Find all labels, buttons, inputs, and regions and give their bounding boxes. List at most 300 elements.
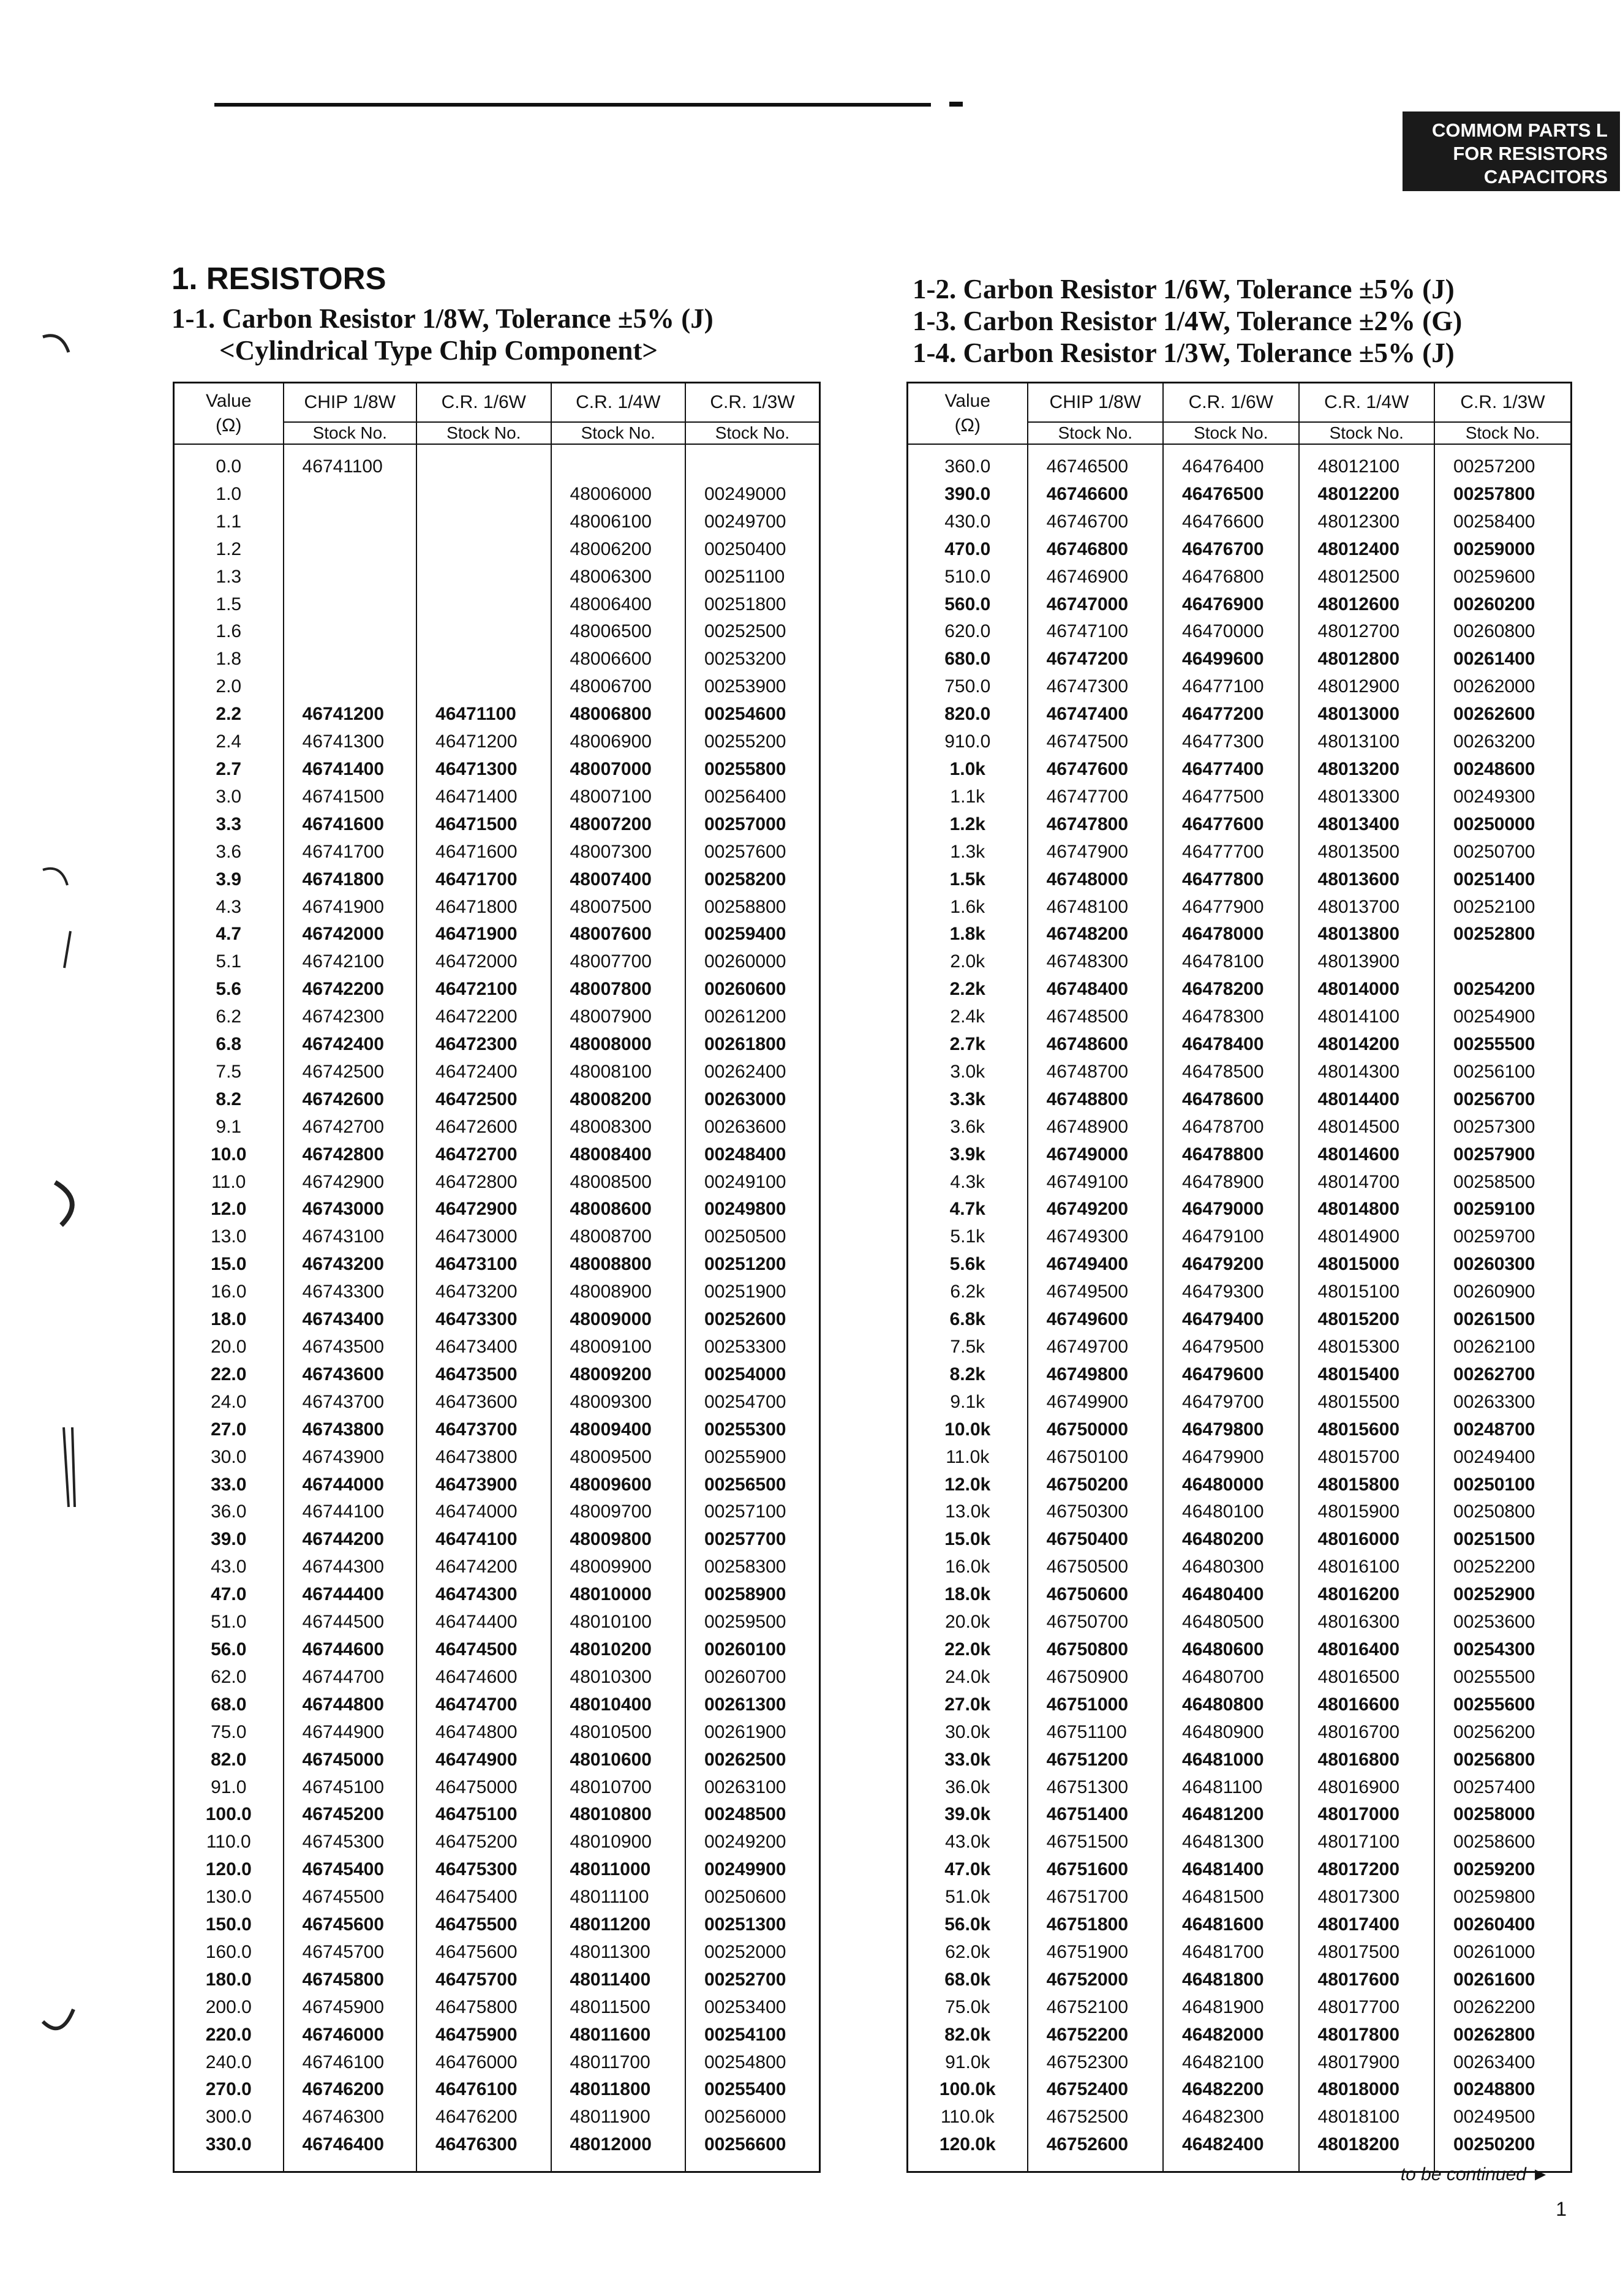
stock-number [416,508,551,536]
stock-number: 00252200 [1434,1554,1571,1581]
stock-number: 46750500 [1028,1554,1163,1581]
resistance-value: 5.1k [908,1223,1028,1251]
stock-number: 46750800 [1028,1636,1163,1664]
table-row [174,1031,820,1059]
stock-number: 46480200 [1163,1526,1298,1554]
table-row [908,1664,1572,1691]
stock-number: 00256000 [685,2104,820,2131]
stock-number: 46476100 [416,2076,551,2104]
resistance-value: 1.6k [908,894,1028,921]
stock-number: 00263600 [685,1114,820,1141]
col-chip-18w: CHIP 1/8W [1028,383,1163,423]
table-row [908,976,1572,1003]
stock-number: 48011300 [551,1939,685,1966]
stock-number: 46475700 [416,1966,551,1994]
resistance-value: 220.0 [174,2022,284,2049]
table-row [174,1829,820,1856]
table-row [174,784,820,811]
stock-number: 00251900 [685,1278,820,1306]
stock-number: 48011900 [551,2104,685,2131]
stock-number: 46479000 [1163,1196,1298,1223]
stock-number: 46473300 [416,1306,551,1334]
table-row [174,1581,820,1609]
stock-number: 46750700 [1028,1609,1163,1636]
stock-number: 46473200 [416,1278,551,1306]
table-row [908,1747,1572,1774]
stock-number: 00255200 [685,728,820,756]
stock-number: 48009600 [551,1471,685,1499]
stock-number: 00257900 [1434,1141,1571,1169]
table-row [174,1251,820,1278]
table-row [174,1884,820,1911]
stock-number: 48016900 [1299,1774,1434,1802]
stock-number: 00250600 [685,1884,820,1911]
resistance-value: 33.0k [908,1747,1028,1774]
table-row [174,1994,820,2022]
table-row [174,591,820,619]
stock-number: 48016800 [1299,1747,1434,1774]
table-row [174,894,820,921]
stock-number: 46745800 [284,1966,417,1994]
stock-number: 46745700 [284,1939,417,1966]
table-row [174,976,820,1003]
stock-number: 46743700 [284,1389,417,1416]
resistance-value: 3.9 [174,866,284,894]
stock-number: 00256100 [1434,1059,1571,1086]
stock-number: 46471400 [416,784,551,811]
stock-number: 48008900 [551,1278,685,1306]
stock-number: 46745600 [284,1911,417,1939]
table-row [908,1691,1572,1719]
resistance-value: 9.1k [908,1389,1028,1416]
table-row [174,2022,820,2049]
stock-number: 48007400 [551,866,685,894]
stock-number: 00259800 [1434,1884,1571,1911]
stock-number: 46744600 [284,1636,417,1664]
stock-number: 00255600 [1434,1691,1571,1719]
binding-marks [37,319,92,2095]
stock-number: 48016300 [1299,1609,1434,1636]
stock-number: 48012400 [1299,536,1434,564]
stock-number: 46746600 [1028,481,1163,508]
stock-number: 00248700 [1434,1416,1571,1444]
stock-number: 48015800 [1299,1471,1434,1499]
stock-number [416,444,551,481]
stock-number: 00260900 [1434,1278,1571,1306]
stock-number: 00251800 [685,591,820,619]
stock-number: 48011500 [551,1994,685,2022]
stock-number: 46742400 [284,1031,417,1059]
resistance-value: 56.0k [908,1911,1028,1939]
stock-number: 46474800 [416,1719,551,1747]
stock-number: 46752400 [1028,2076,1163,2104]
stock-number: 48013500 [1299,839,1434,866]
stock-number: 46473500 [416,1361,551,1389]
stock-number: 46742800 [284,1141,417,1169]
stock-number: 46747500 [1028,728,1163,756]
stock-number: 46477700 [1163,839,1298,866]
stock-number: 46752000 [1028,1966,1163,1994]
stock-number: 46474300 [416,1581,551,1609]
stock-number: 46745200 [284,1801,417,1829]
stock-number [284,673,417,701]
stock-number: 46741200 [284,701,417,728]
stock-number: 00252100 [1434,894,1571,921]
stock-number: 48006700 [551,673,685,701]
stock-number: 46750900 [1028,1664,1163,1691]
stock-number: 48017500 [1299,1939,1434,1966]
stock-number: 00258600 [1434,1829,1571,1856]
stock-number: 46474400 [416,1609,551,1636]
stock-number: 00261200 [685,1003,820,1031]
stock-number: 00261900 [685,1719,820,1747]
resistance-value: 2.7 [174,756,284,784]
stock-number: 48008400 [551,1141,685,1169]
stock-number: 48015100 [1299,1278,1434,1306]
stock-number: 46482100 [1163,2049,1298,2077]
stock-number: 46748700 [1028,1059,1163,1086]
stock-number: 46741100 [284,444,417,481]
resistance-value: 560.0 [908,591,1028,619]
stock-number: 48011000 [551,1856,685,1884]
stock-number: 00254600 [685,701,820,728]
stock-number: 48014400 [1299,1086,1434,1114]
stock-number: 00254100 [685,2022,820,2049]
stock-number: 48018000 [1299,2076,1434,2104]
table-row [174,1966,820,1994]
stock-number: 48009900 [551,1554,685,1581]
resistance-value: 6.2k [908,1278,1028,1306]
table-row [174,728,820,756]
resistance-value: 510.0 [908,564,1028,591]
stock-number: 46744500 [284,1609,417,1636]
stock-number: 46747300 [1028,673,1163,701]
stock-number: 00248400 [685,1141,820,1169]
table-row [174,564,820,591]
resistance-value: 3.6k [908,1114,1028,1141]
stock-number: 46743200 [284,1251,417,1278]
stock-number: 00259000 [1434,536,1571,564]
resistance-value: 130.0 [174,1884,284,1911]
stock-number: 46741400 [284,756,417,784]
stock-number: 46475600 [416,1939,551,1966]
resistance-value: 33.0 [174,1471,284,1499]
stock-number: 48012900 [1299,673,1434,701]
stock-number: 46742700 [284,1114,417,1141]
table-row [174,1361,820,1389]
stock-number [416,618,551,646]
stock-number: 00249200 [685,1829,820,1856]
table-row [174,618,820,646]
stock-number: 46744800 [284,1691,417,1719]
stock-number: 00249400 [1434,1444,1571,1471]
resistance-value: 180.0 [174,1966,284,1994]
stock-number: 48006800 [551,701,685,728]
stock-number: 00255400 [685,2076,820,2104]
stock-number: 46751500 [1028,1829,1163,1856]
resistance-value: 1.1k [908,784,1028,811]
stock-number: 46479600 [1163,1361,1298,1389]
table-row [908,2022,1572,2049]
table-row [908,948,1572,976]
stock-number: 48013900 [1299,948,1434,976]
stock-number: 46476800 [1163,564,1298,591]
stock-header: Stock No. [284,422,417,444]
table-row [908,2049,1572,2077]
stock-number: 00260200 [1434,591,1571,619]
stock-number: 00252900 [1434,1581,1571,1609]
stock-number: 46752600 [1028,2131,1163,2172]
stock-header: Stock No. [1028,422,1163,444]
stock-number: 00250200 [1434,2131,1571,2172]
stock-number: 46473800 [416,1444,551,1471]
resistance-value: 30.0 [174,1444,284,1471]
resistance-value: 12.0k [908,1471,1028,1499]
stock-number: 48014700 [1299,1169,1434,1196]
table-row [908,1196,1572,1223]
stock-number: 46475800 [416,1994,551,2022]
resistance-value: 10.0k [908,1416,1028,1444]
resistance-value: 56.0 [174,1636,284,1664]
stock-number: 46748100 [1028,894,1163,921]
table-row [174,2049,820,2077]
stock-number: 46473400 [416,1334,551,1361]
stock-number: 48014600 [1299,1141,1434,1169]
stock-number: 00255500 [1434,1664,1571,1691]
table-row [908,1801,1572,1829]
stock-number: 46742000 [284,921,417,948]
stock-number: 48007200 [551,811,685,839]
table-row [174,481,820,508]
stock-number: 46481600 [1163,1911,1298,1939]
table-row [908,1278,1572,1306]
stock-number: 48016200 [1299,1581,1434,1609]
resistance-value: 4.7k [908,1196,1028,1223]
resistance-value: 24.0 [174,1389,284,1416]
table-row [908,1994,1572,2022]
resistance-value: 13.0 [174,1223,284,1251]
page-number: 1 [1556,2198,1567,2220]
stock-number: 48009500 [551,1444,685,1471]
stock-number: 00258000 [1434,1801,1571,1829]
top-rule-dash [949,102,963,107]
stock-number: 00259600 [1434,564,1571,591]
resistance-value: 1.8k [908,921,1028,948]
resistance-value: 910.0 [908,728,1028,756]
resistance-value: 110.0k [908,2104,1028,2131]
stock-number: 48012000 [551,2131,685,2172]
table-row [908,1609,1572,1636]
section-title: 1. RESISTORS [171,261,386,296]
table-row [174,673,820,701]
table-row [908,1114,1572,1141]
resistance-value: 1.3k [908,839,1028,866]
stock-number: 46746400 [284,2131,417,2172]
stock-number: 46471800 [416,894,551,921]
resistance-value: 10.0 [174,1141,284,1169]
stock-number: 48011400 [551,1966,685,1994]
stock-number: 00254700 [685,1389,820,1416]
stock-number: 00252800 [1434,921,1571,948]
stock-number: 48011200 [551,1911,685,1939]
stock-number: 46741800 [284,866,417,894]
stock-number: 00261500 [1434,1306,1571,1334]
table-row [908,2076,1572,2104]
stock-number: 00262600 [1434,701,1571,728]
stock-number: 46480300 [1163,1554,1298,1581]
table-row [908,673,1572,701]
table-row [908,784,1572,811]
table-row [908,1389,1572,1416]
table-row [908,1829,1572,1856]
left-subtitle-1: 1-1. Carbon Resistor 1/8W, Tolerance ±5% (J) [171,303,714,334]
stock-number: 46751700 [1028,1884,1163,1911]
stock-number: 46746500 [1028,444,1163,481]
stock-number: 00251400 [1434,866,1571,894]
resistance-value: 39.0 [174,1526,284,1554]
resistance-value: 91.0k [908,2049,1028,2077]
resistance-value: 3.9k [908,1141,1028,1169]
stock-number: 48017200 [1299,1856,1434,1884]
resistance-value: 20.0k [908,1609,1028,1636]
stock-number: 48006900 [551,728,685,756]
resistance-value: 51.0 [174,1609,284,1636]
top-rule [214,103,931,107]
stock-number: 46474000 [416,1498,551,1526]
table-row [908,1361,1572,1389]
stock-number: 00263300 [1434,1389,1571,1416]
stock-number: 48013400 [1299,811,1434,839]
resistance-value: 0.0 [174,444,284,481]
header-line-2: FOR RESISTORS [1453,143,1608,164]
stock-number: 46747000 [1028,591,1163,619]
stock-number: 46743300 [284,1278,417,1306]
right-table-body [908,444,1572,2172]
stock-number: 46477800 [1163,866,1298,894]
stock-number: 00249800 [685,1196,820,1223]
table-row [908,564,1572,591]
stock-number: 00251500 [1434,1526,1571,1554]
resistor-table-left [173,382,821,2173]
stock-number: 46472500 [416,1086,551,1114]
stock-number: 00262800 [1434,2022,1571,2049]
table-row [174,1278,820,1306]
resistance-value: 120.0 [174,1856,284,1884]
stock-number: 46474100 [416,1526,551,1554]
table-row [174,1939,820,1966]
stock-header: Stock No. [1163,422,1298,444]
stock-number: 48007100 [551,784,685,811]
stock-number: 46741900 [284,894,417,921]
stock-number: 00248500 [685,1801,820,1829]
stock-number: 00256400 [685,784,820,811]
stock-number [284,564,417,591]
stock-number: 46743400 [284,1306,417,1334]
stock-number: 48014500 [1299,1114,1434,1141]
stock-number: 46481700 [1163,1939,1298,1966]
table-row [908,1911,1572,1939]
resistance-value: 82.0k [908,2022,1028,2049]
table-row [908,2104,1572,2131]
stock-number: 00249700 [685,508,820,536]
table-row [908,866,1572,894]
stock-number: 46480500 [1163,1609,1298,1636]
resistance-value: 300.0 [174,2104,284,2131]
stock-number: 48012500 [1299,564,1434,591]
stock-number: 46474900 [416,1747,551,1774]
stock-number: 46748900 [1028,1114,1163,1141]
stock-number: 46744700 [284,1664,417,1691]
resistance-value: 100.0 [174,1801,284,1829]
stock-number: 48015400 [1299,1361,1434,1389]
stock-number: 46749800 [1028,1361,1163,1389]
table-row [908,508,1572,536]
stock-number: 48014200 [1299,1031,1434,1059]
stock-header: Stock No. [551,422,685,444]
stock-number: 48011700 [551,2049,685,2077]
stock-number: 48006000 [551,481,685,508]
resistance-value: 2.0k [908,948,1028,976]
stock-number: 46479800 [1163,1416,1298,1444]
stock-number: 46481400 [1163,1856,1298,1884]
stock-number: 00258300 [685,1554,820,1581]
stock-number: 46746300 [284,2104,417,2131]
stock-number: 00249000 [685,481,820,508]
stock-number: 46477600 [1163,811,1298,839]
stock-number: 46481800 [1163,1966,1298,1994]
stock-number: 46746800 [1028,536,1163,564]
stock-number: 48006600 [551,646,685,673]
stock-number: 00252000 [685,1939,820,1966]
resistance-value: 30.0k [908,1719,1028,1747]
stock-number: 48017600 [1299,1966,1434,1994]
col-cr-14w: C.R. 1/4W [1299,383,1434,423]
stock-number: 46478200 [1163,976,1298,1003]
stock-number: 48017400 [1299,1911,1434,1939]
stock-number: 46476000 [416,2049,551,2077]
stock-number: 46749600 [1028,1306,1163,1334]
resistance-value: 75.0k [908,1994,1028,2022]
stock-number: 48014900 [1299,1223,1434,1251]
stock-number: 00260300 [1434,1251,1571,1278]
stock-number: 48010400 [551,1691,685,1719]
table-row [174,444,820,481]
resistance-value: 2.2 [174,701,284,728]
stock-number: 46752500 [1028,2104,1163,2131]
stock-number: 48015300 [1299,1334,1434,1361]
stock-number: 46749000 [1028,1141,1163,1169]
stock-number: 46475000 [416,1774,551,1802]
resistance-value: 27.0 [174,1416,284,1444]
right-subtitle-1: 1-2. Carbon Resistor 1/6W, Tolerance ±5% (J) [913,274,1455,304]
stock-number: 48006400 [551,591,685,619]
stock-number: 46745300 [284,1829,417,1856]
stock-number: 46750100 [1028,1444,1163,1471]
stock-number: 46479700 [1163,1389,1298,1416]
table-row [908,1334,1572,1361]
stock-number: 48006100 [551,508,685,536]
table-row [174,1086,820,1114]
stock-number: 46749700 [1028,1334,1163,1361]
resistance-value: 100.0k [908,2076,1028,2104]
stock-number: 46749900 [1028,1389,1163,1416]
table-row [174,1554,820,1581]
stock-number: 46750200 [1028,1471,1163,1499]
stock-number: 00253900 [685,673,820,701]
stock-number: 46749100 [1028,1169,1163,1196]
resistance-value: 2.4k [908,1003,1028,1031]
stock-number: 46750300 [1028,1498,1163,1526]
